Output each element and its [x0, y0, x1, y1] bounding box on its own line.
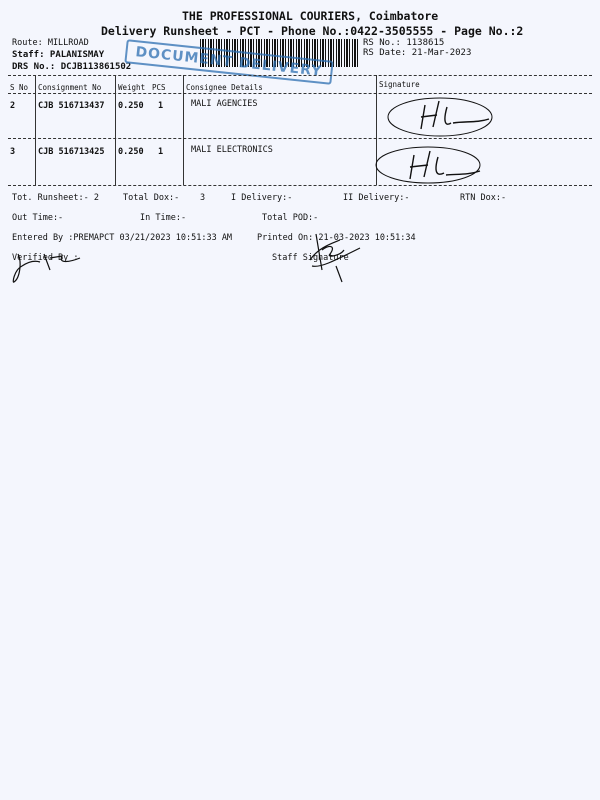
ii-delivery: II Delivery:- — [343, 193, 410, 203]
row-consignee: MALI ELECTRONICS — [191, 145, 273, 155]
out-time: Out Time:- — [12, 213, 64, 223]
row-weight: 0.250 — [118, 147, 144, 157]
col-consignee: Consignee Details — [186, 83, 263, 92]
col-divider — [35, 75, 36, 185]
row-rule — [8, 138, 592, 139]
row-sno: 2 — [10, 101, 16, 111]
verifier-signature — [10, 248, 100, 288]
row-consignment: CJB 516713425 — [38, 147, 105, 157]
route-label: Route: MILLROAD — [12, 38, 89, 48]
row-pcs: 1 — [158, 147, 164, 157]
col-weight: Weight — [118, 83, 146, 92]
col-divider — [183, 75, 184, 185]
tot-runsheet: Tot. Runsheet:- 2 — [12, 193, 99, 203]
company-title: THE PROFESSIONAL COURIERS, Coimbatore — [182, 9, 439, 23]
col-divider — [115, 75, 116, 185]
drs-number: DRS No.: DCJB113861502 — [12, 62, 132, 72]
staff-signature-label: Staff Signature — [272, 253, 349, 263]
col-pcs: PCS — [152, 83, 166, 92]
rtn-dox: RTN Dox:- — [460, 193, 507, 203]
signature-1 — [385, 93, 495, 138]
i-delivery: I Delivery:- — [231, 193, 293, 203]
header-rule — [8, 93, 592, 94]
runsheet-subtitle: Delivery Runsheet - PCT - Phone No.:0422-3505555 - Page No.:2 — [101, 24, 524, 38]
row-weight: 0.250 — [118, 101, 144, 111]
signature-2 — [372, 141, 487, 186]
row-consignee: MALI AGENCIES — [191, 99, 258, 109]
col-sno: S No — [10, 83, 29, 92]
total-dox: Total Dox:- — [123, 193, 180, 203]
total-dox-value: 3 — [200, 193, 206, 203]
row-sno: 3 — [10, 147, 16, 157]
staff-label: Staff: PALANISMAY — [12, 50, 105, 60]
total-pod: Total POD:- — [262, 213, 319, 223]
staff-signature — [300, 230, 380, 285]
rs-date: RS Date: 21-Mar-2023 — [363, 48, 472, 58]
in-time: In Time:- — [140, 213, 187, 223]
verified-by: Verified By : — [12, 253, 79, 263]
printed-on: Printed On: 21-03-2023 10:51:34 — [257, 233, 416, 243]
rs-number: RS No.: 1138615 — [363, 38, 445, 48]
table-bottom-rule — [8, 185, 592, 186]
row-pcs: 1 — [158, 101, 164, 111]
row-consignment: CJB 516713437 — [38, 101, 105, 111]
table-top-rule — [8, 75, 592, 76]
document-delivery-stamp: DOCUMENT DELIVERY — [124, 39, 333, 85]
entered-by: Entered By :PREMAPCT 03/21/2023 10:51:33 AM — [12, 233, 233, 243]
col-consignment: Consignment No — [38, 83, 102, 92]
col-signature: Signature — [379, 80, 420, 89]
